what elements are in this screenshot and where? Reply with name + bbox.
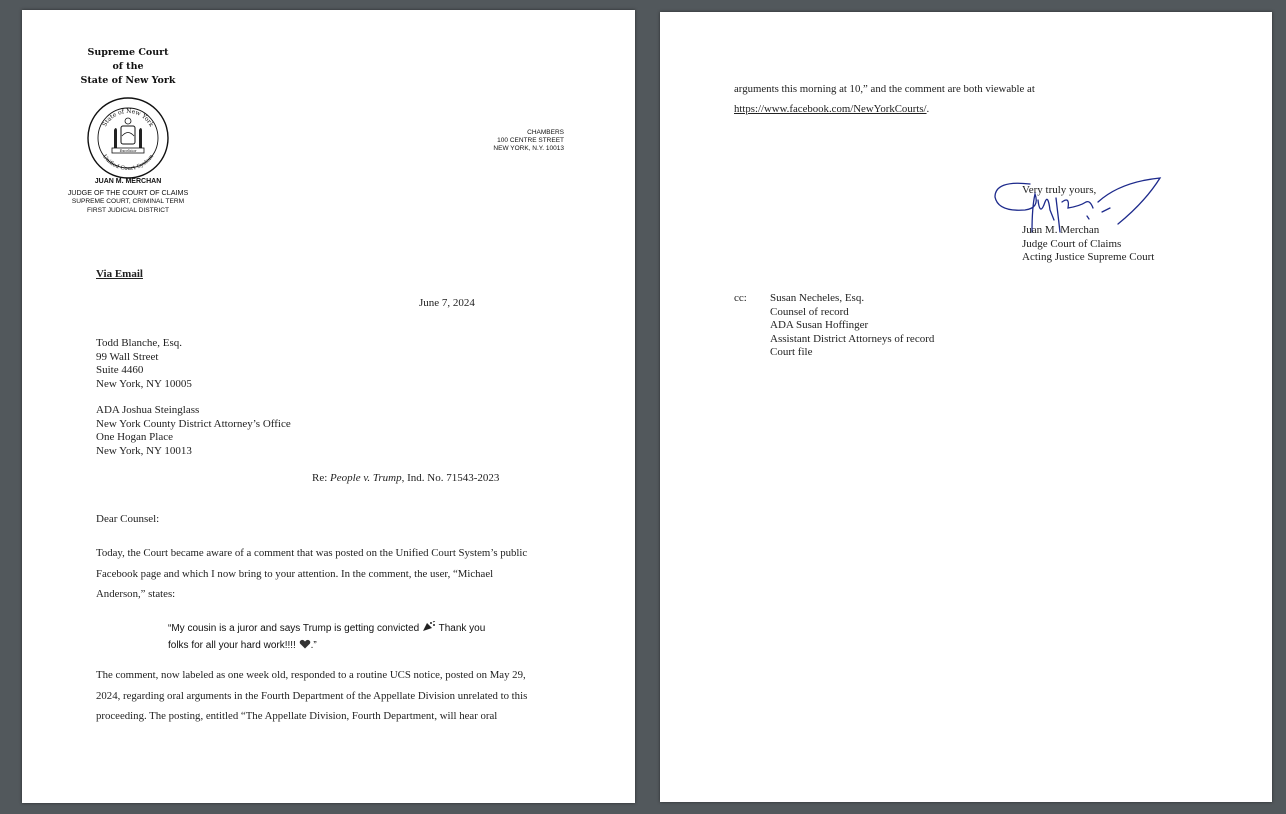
signatory-title-2: Acting Justice Supreme Court <box>1022 251 1155 263</box>
court-header-line1: Supreme Court <box>87 47 169 58</box>
judge-title-1: JUDGE OF THE COURT OF CLAIMS <box>67 188 189 197</box>
quoted-comment <box>168 621 485 654</box>
chambers-line2: 100 CENTRE STREET <box>497 137 564 144</box>
salutation: Dear Counsel: <box>96 513 160 525</box>
recipient-1-line: New York, NY 10005 <box>96 377 192 390</box>
paragraph-1-line: Facebook page and which I now bring to your attention. In the comment, the user, “Michael <box>96 567 494 580</box>
seal-bottom-text: Unified Court System <box>100 153 156 173</box>
chambers-line3: NEW YORK, N.Y. 10013 <box>493 145 564 152</box>
letter-page-2 <box>660 12 1272 802</box>
cc-list <box>770 292 934 360</box>
recipient-1-line: 99 Wall Street <box>96 350 159 363</box>
facebook-link-line <box>734 103 929 115</box>
cc-label: cc: <box>734 292 747 304</box>
paragraph-1-line: Today, the Court became aware of a comment that was posted on the Unified Court System’s public <box>96 547 528 559</box>
recipient-2-line: ADA Joshua Steinglass <box>96 404 200 416</box>
judge-name: JUAN M. MERCHAN <box>94 178 162 185</box>
continued-line: arguments this morning at 10,” and the comment are both viewable at <box>734 83 1035 95</box>
court-seal-icon <box>86 96 170 180</box>
cc-item: Assistant District Attorneys of record <box>770 332 935 345</box>
recipient-1-line: Suite 4460 <box>96 364 144 376</box>
paragraph-2 <box>96 665 527 727</box>
signature-block <box>1022 224 1154 265</box>
paragraph-2-line: proceeding. The posting, entitled “The Appellate Division, Fourth Department, will hear oral <box>96 710 498 722</box>
recipient-1-address <box>96 337 192 391</box>
paragraph-2-line: The comment, now labeled as one week old, responded to a routine UCS notice, posted on May 29, <box>96 669 526 681</box>
re-prefix: Re: <box>312 472 328 484</box>
cc-item: ADA Susan Hoffinger <box>770 319 869 331</box>
paragraph-1 <box>96 543 527 605</box>
paragraph-1-line: Anderson,” states: <box>96 588 176 600</box>
judge-title-2: SUPREME COURT, CRIMINAL TERM <box>71 198 185 205</box>
recipient-2-line: One Hogan Place <box>96 431 173 443</box>
recipient-2-address <box>96 404 291 458</box>
recipient-2-line: New York, NY 10013 <box>96 444 192 457</box>
re-line <box>312 472 499 484</box>
heart-emoji-icon <box>299 639 311 649</box>
confetti-emoji-icon <box>422 621 436 632</box>
letter-date: June 7, 2024 <box>419 297 475 309</box>
facebook-link[interactable]: https://www.facebook.com/NewYorkCourts/ <box>734 103 927 115</box>
signatory-title-1: Judge Court of Claims <box>1022 237 1122 250</box>
closing: Very truly yours, <box>1022 184 1097 196</box>
svg-text:Unified Court System <box>101 153 156 172</box>
cc-item: Susan Necheles, Esq. <box>770 292 865 304</box>
chambers-line1: CHAMBERS <box>527 129 564 136</box>
court-header-line3: State of New York <box>80 75 176 86</box>
seal-motto: Excelsior <box>119 149 137 154</box>
re-case-name: People v. Trump <box>330 472 402 484</box>
link-period: . <box>926 103 930 115</box>
quote-line2-end: .” <box>310 639 317 651</box>
cc-item: Court file <box>770 346 813 358</box>
cc-item: Counsel of record <box>770 305 849 318</box>
recipient-1-line: Todd Blanche, Esq. <box>96 337 182 349</box>
signatory-name: Juan M. Merchan <box>1022 224 1100 236</box>
quote-line2-text: folks for all your hard work!!!! <box>168 639 296 651</box>
court-header-line2: of the <box>112 61 144 72</box>
quote-line1-end: Thank you <box>438 623 486 634</box>
paragraph-2-line: 2024, regarding oral arguments in the Fourth Department of the Appellate Division unrelated to this <box>96 689 528 702</box>
letter-page-1 <box>22 10 635 803</box>
quote-line1-text: “My cousin is a juror and says Trump is getting convicted <box>168 623 420 634</box>
seal-top-text: State of New York <box>101 107 155 128</box>
judge-title-3: FIRST JUDICIAL DISTRICT <box>86 207 170 214</box>
recipient-2-line: New York County District Attorney’s Office <box>96 417 291 430</box>
re-index-number: , Ind. No. 71543-2023 <box>401 472 500 484</box>
via-email-label: Via Email <box>96 268 143 280</box>
